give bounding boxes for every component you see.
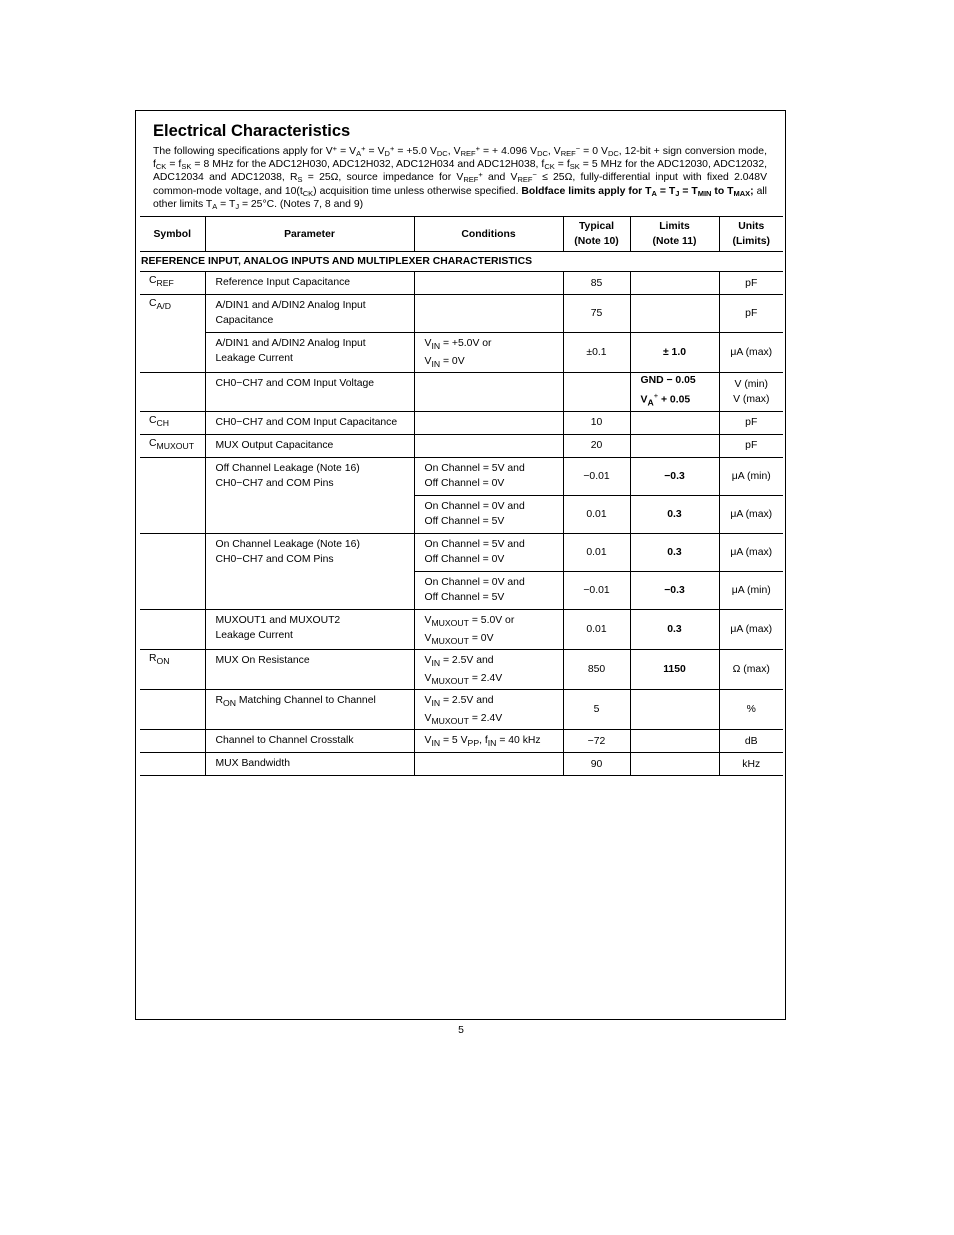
- typical-cell: 850: [563, 649, 630, 689]
- table-row: [140, 753, 783, 776]
- limits-cell: −0.3: [630, 457, 719, 495]
- table-row: [140, 333, 783, 373]
- units-cell: μA (min): [719, 571, 783, 609]
- limits-cell: GND − 0.05 $V_A^+ + 0.05$: [630, 373, 719, 412]
- conditions-cell: [414, 373, 563, 412]
- header-limits: Limits (Note 11): [630, 217, 719, 252]
- limits-cell: 0.3: [630, 495, 719, 533]
- parameter-cell: A/DIN1 and A/DIN2 Analog Input Capacitance: [205, 295, 414, 333]
- table-row: [140, 730, 783, 753]
- conditions-cell: On Channel = 0V and Off Channel = 5V: [414, 571, 563, 609]
- units-cell: μA (min): [719, 457, 783, 495]
- conditions-cell: $V_{IN} = 2.5V$ and $V_{MUXOUT} = 2.4V$: [414, 690, 563, 730]
- symbol-cell: [140, 730, 205, 753]
- symbol-cell: $C_{MUXOUT}$: [140, 434, 205, 457]
- table-row: [140, 649, 783, 689]
- units-cell: V (min) V (max): [719, 373, 783, 412]
- units-cell: %: [719, 690, 783, 730]
- symbol-cell: [140, 333, 205, 373]
- table-row: [140, 434, 783, 457]
- limits-cell: [630, 434, 719, 457]
- table-row: [140, 533, 783, 571]
- conditions-cell: [414, 411, 563, 434]
- limits-cell: [630, 272, 719, 295]
- typical-cell: 85: [563, 272, 630, 295]
- units-cell: μA (max): [719, 533, 783, 571]
- table-row: [140, 411, 783, 434]
- typical-cell: 0.01: [563, 495, 630, 533]
- conditions-cell: $V_{IN} = 5$ $V_{PP}$, $f_{IN} = 40$ kHz: [414, 730, 563, 753]
- symbol-cell: [140, 690, 205, 730]
- units-cell: Ω (max): [719, 649, 783, 689]
- limits-cell: 0.3: [630, 533, 719, 571]
- conditions-cell: $V_{IN} = +5.0V$ or $V_{IN} = 0V$: [414, 333, 563, 373]
- typical-cell: 5: [563, 690, 630, 730]
- parameter-cell: MUX Bandwidth: [205, 753, 414, 776]
- symbol-cell: $C_{REF}$: [140, 272, 205, 295]
- units-cell: μA (max): [719, 609, 783, 649]
- symbol-cell: [140, 457, 205, 533]
- parameter-cell: MUXOUT1 and MUXOUT2 Leakage Current: [205, 609, 414, 649]
- parameter-cell: MUX Output Capacitance: [205, 434, 414, 457]
- symbol-cell: $C_{A/D}$: [149, 298, 171, 312]
- typical-cell: −0.01: [563, 457, 630, 495]
- section-row: [140, 252, 783, 272]
- symbol-cell: $C_{CH}$: [140, 411, 205, 434]
- limits-cell: [630, 730, 719, 753]
- header-symbol: Symbol: [140, 217, 205, 252]
- parameter-cell: CH0−CH7 and COM Input Voltage: [205, 373, 414, 412]
- typical-cell: 0.01: [563, 533, 630, 571]
- limits-cell: 1150: [630, 649, 719, 689]
- limits-cell: [630, 753, 719, 776]
- header-conditions: Conditions: [414, 217, 563, 252]
- table-row: [140, 690, 783, 730]
- conditions-cell: [414, 272, 563, 295]
- conditions-cell: [414, 434, 563, 457]
- limits-cell: 0.3: [630, 609, 719, 649]
- section-title: Electrical Characteristics: [153, 122, 351, 140]
- units-cell: pF: [719, 434, 783, 457]
- typical-cell: −0.01: [563, 571, 630, 609]
- symbol-cell: $R_{ON}$: [140, 649, 205, 689]
- limits-cell: −0.3: [630, 571, 719, 609]
- conditions-cell: $V_{IN} = 2.5V$ and $V_{MUXOUT} = 2.4V$: [414, 649, 563, 689]
- typical-cell: −72: [563, 730, 630, 753]
- header-parameter: Parameter: [205, 217, 414, 252]
- typical-cell: 10: [563, 411, 630, 434]
- limits-cell: [630, 411, 719, 434]
- units-cell: pF: [719, 295, 783, 333]
- units-cell: μA (max): [719, 495, 783, 533]
- header-units: Units (Limits): [719, 217, 783, 252]
- limits-cell: [630, 690, 719, 730]
- parameter-cell: A/DIN1 and A/DIN2 Analog Input Leakage Current: [205, 333, 414, 373]
- typical-cell: 0.01: [563, 609, 630, 649]
- typical-cell: ±0.1: [563, 333, 630, 373]
- parameter-cell: $R_{ON}$ Matching Channel to Channel: [205, 690, 414, 730]
- parameter-cell: Reference Input Capacitance: [205, 272, 414, 295]
- symbol-cell: [140, 609, 205, 649]
- table-row: [140, 609, 783, 649]
- conditions-cell: [414, 753, 563, 776]
- header-row: [140, 217, 783, 252]
- limits-cell: [630, 295, 719, 333]
- units-cell: dB: [719, 730, 783, 753]
- units-cell: pF: [719, 411, 783, 434]
- conditions-cell: On Channel = 5V and Off Channel = 0V: [414, 533, 563, 571]
- units-cell: kHz: [719, 753, 783, 776]
- page-number: 5: [458, 1025, 464, 1036]
- table-row: [140, 373, 783, 412]
- limits-cell: ± 1.0: [630, 333, 719, 373]
- table-row: [140, 295, 783, 333]
- parameter-cell: On Channel Leakage (Note 16) CH0−CH7 and COM Pins: [205, 533, 414, 609]
- symbol-cell: [140, 373, 205, 412]
- conditions-cell: $V_{MUXOUT} = 5.0V$ or $V_{MUXOUT} = 0V$: [414, 609, 563, 649]
- parameter-cell: Off Channel Leakage (Note 16) CH0−CH7 and COM Pins: [205, 457, 414, 533]
- conditions-paragraph: The following specifications apply for $V^+ = V_A^+ = V_D^+ = +5.0$ $V_{DC}$, $V_{REF}^+$ = + 4.096 $V_{DC}$, $V_{REF}^- = 0$ $V_{DC}$, 12-bit + sign conversion mode, $f_{CK} = f_{SK} = 8$ MHz for the ADC12H030, ADC12H032, ADC12H034 and ADC12H038, $f_{CK} = f_{SK} = 5$ MHz for the ADC12030, ADC12032, ADC12034 and ADC12038, $R_S = 25\Omega$, source impedance for $V_{REF}^+$ and $V_{REF}^- \le 25\Omega$, fully-differential input with fixed 2.048V common-mode voltage, and $10(t_{CK})$ acquisition time unless otherwise specified. Boldface limits apply for $T_A = T_J = T_{MIN}$ to $T_{MAX}$; all other limits $T_A = T_J = 25^\circ C$. (Notes 7, 8 and 9): [153, 144, 768, 211]
- table-row: [140, 272, 783, 295]
- parameter-cell: MUX On Resistance: [205, 649, 414, 689]
- typical-cell: 75: [563, 295, 630, 333]
- parameter-cell: CH0−CH7 and COM Input Capacitance: [205, 411, 414, 434]
- units-cell: μA (max): [719, 333, 783, 373]
- units-cell: pF: [719, 272, 783, 295]
- symbol-cell: [140, 753, 205, 776]
- typical-cell: 90: [563, 753, 630, 776]
- header-typical: Typical (Note 10): [563, 217, 630, 252]
- conditions-cell: On Channel = 5V and Off Channel = 0V: [414, 457, 563, 495]
- section-heading: REFERENCE INPUT, ANALOG INPUTS AND MULTIPLEXER CHARACTERISTICS: [140, 252, 783, 272]
- electrical-characteristics-table: [140, 216, 783, 776]
- conditions-cell: [414, 295, 563, 333]
- symbol-cell: [140, 533, 205, 609]
- table-row: [140, 457, 783, 495]
- parameter-cell: Channel to Channel Crosstalk: [205, 730, 414, 753]
- typical-cell: 20: [563, 434, 630, 457]
- typical-cell: [563, 373, 630, 412]
- conditions-cell: On Channel = 0V and Off Channel = 5V: [414, 495, 563, 533]
